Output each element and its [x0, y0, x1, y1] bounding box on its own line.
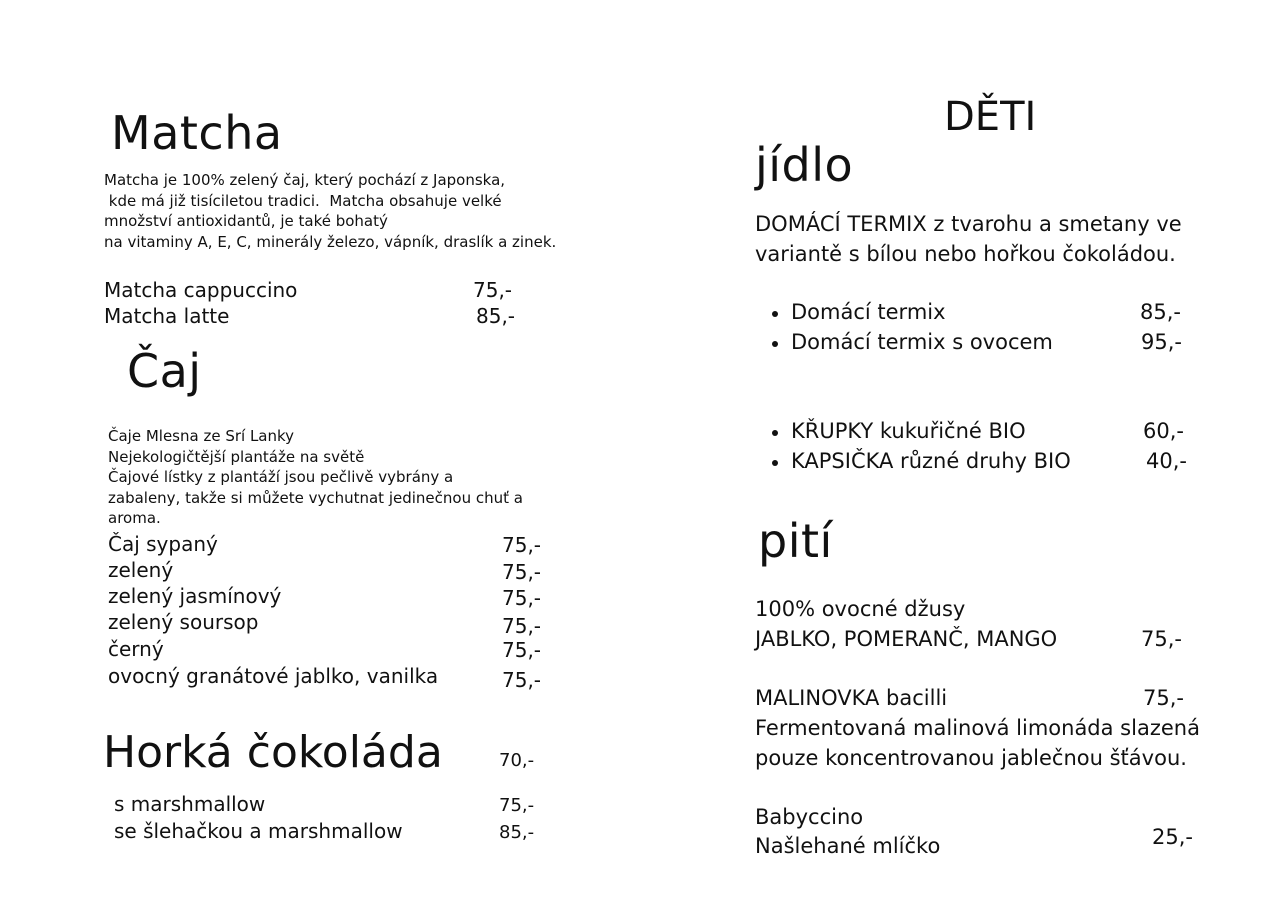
menu-item-name: KAPSIČKA různé druhy BIO [791, 449, 1071, 473]
kids-food-heading: jídlo [755, 138, 854, 192]
kids-drink-heading: pití [758, 514, 833, 568]
menu-item-name: zelený jasmínový [108, 584, 282, 608]
bullet-icon [772, 430, 778, 436]
menu-item-price: 75,- [502, 638, 542, 662]
menu-item-price: 85,- [1140, 300, 1181, 324]
menu-item-price: 40,- [1146, 449, 1187, 473]
malinovka-description-line: Fermentovaná malinová limonáda slazená [755, 716, 1200, 740]
caj-description-line: aroma. [108, 509, 161, 527]
menu-item-name: se šlehačkou a marshmallow [114, 819, 403, 843]
juice-price: 75,- [1141, 627, 1182, 651]
juice-flavors: JABLKO, POMERANČ, MANGO [755, 627, 1058, 651]
menu-item-name: Čaj sypaný [108, 532, 218, 556]
termix-description [755, 209, 1182, 269]
menu-item-name: s marshmallow [114, 792, 266, 816]
caj-description-line: zabaleny, takže si můžete vychutnat jedinečnou chuť a [108, 488, 523, 507]
menu-item-name: zelený soursop [108, 610, 259, 634]
bullet-icon [772, 341, 778, 347]
termix-description-line: DOMÁCÍ TERMIX z tvarohu a smetany ve [755, 212, 1182, 236]
caj-description [108, 426, 523, 529]
menu-item-price: 75,- [502, 533, 542, 557]
menu-item-name: KŘUPKY kukuřičné BIO [791, 419, 1026, 443]
termix-description-line: variantě s bílou nebo hořkou čokoládou. [755, 242, 1176, 266]
matcha-description [104, 170, 556, 252]
babyccino-name: Babyccino [755, 805, 864, 829]
menu-item-name: černý [108, 637, 164, 661]
menu-item-price: 60,- [1143, 419, 1184, 443]
menu-item-name: Matcha latte [104, 304, 230, 328]
matcha-description-line: kde má již tisíciletou tradici. Matcha obsahuje velké [104, 191, 502, 210]
menu-item-price: 95,- [1141, 330, 1182, 354]
matcha-title: Matcha [111, 106, 283, 160]
babyccino-description: Našlehané mlíčko [755, 834, 941, 858]
menu-item-price: 75,- [502, 668, 542, 692]
menu-item-price: 75,- [502, 586, 542, 610]
babyccino-price: 25,- [1152, 825, 1193, 849]
matcha-description-line: Matcha je 100% zelený čaj, který pochází z Japonska, [104, 171, 506, 189]
kids-title: DĚTI [944, 94, 1037, 140]
matcha-description-line: množství antioxidantů, je také bohatý [104, 212, 388, 230]
matcha-description-line: na vitaminy A, E, C, minerály železo, vápník, draslík a zinek. [104, 232, 557, 251]
malinovka-description-line: pouze koncentrovanou jablečnou šťávou. [755, 746, 1187, 770]
bullet-icon [772, 311, 778, 317]
caj-description-line: Čaje Mlesna ze Srí Lanky [108, 427, 295, 445]
malinovka-price: 75,- [1143, 686, 1184, 710]
caj-title: Čaj [127, 344, 202, 398]
malinovka-description [755, 713, 1200, 773]
menu-item-name: zelený [108, 558, 174, 582]
caj-description-line: Čajové lístky z plantáží jsou pečlivě vybrány a [108, 468, 454, 486]
bullet-icon [772, 460, 778, 466]
menu-item-price: 85,- [499, 822, 535, 843]
menu-item-name: Domácí termix s ovocem [791, 330, 1053, 354]
menu-item-price: 75,- [502, 560, 542, 584]
chocolate-title: Horká čokoláda [103, 727, 443, 778]
menu-item-price: 75,- [499, 795, 535, 816]
menu-item-price: 85,- [476, 304, 516, 328]
menu-item-name: Domácí termix [791, 300, 946, 324]
menu-item-price: 75,- [473, 278, 513, 302]
menu-item-price: 75,- [502, 614, 542, 638]
menu-item-name: ovocný granátové jablko, vanilka [108, 664, 439, 688]
caj-description-line: Nejekologičtější plantáže na světě [108, 447, 365, 466]
juice-title: 100% ovocné džusy [755, 597, 966, 621]
malinovka-name: MALINOVKA bacilli [755, 686, 948, 710]
chocolate-price: 70,- [499, 750, 535, 771]
menu-item-name: Matcha cappuccino [104, 278, 298, 302]
